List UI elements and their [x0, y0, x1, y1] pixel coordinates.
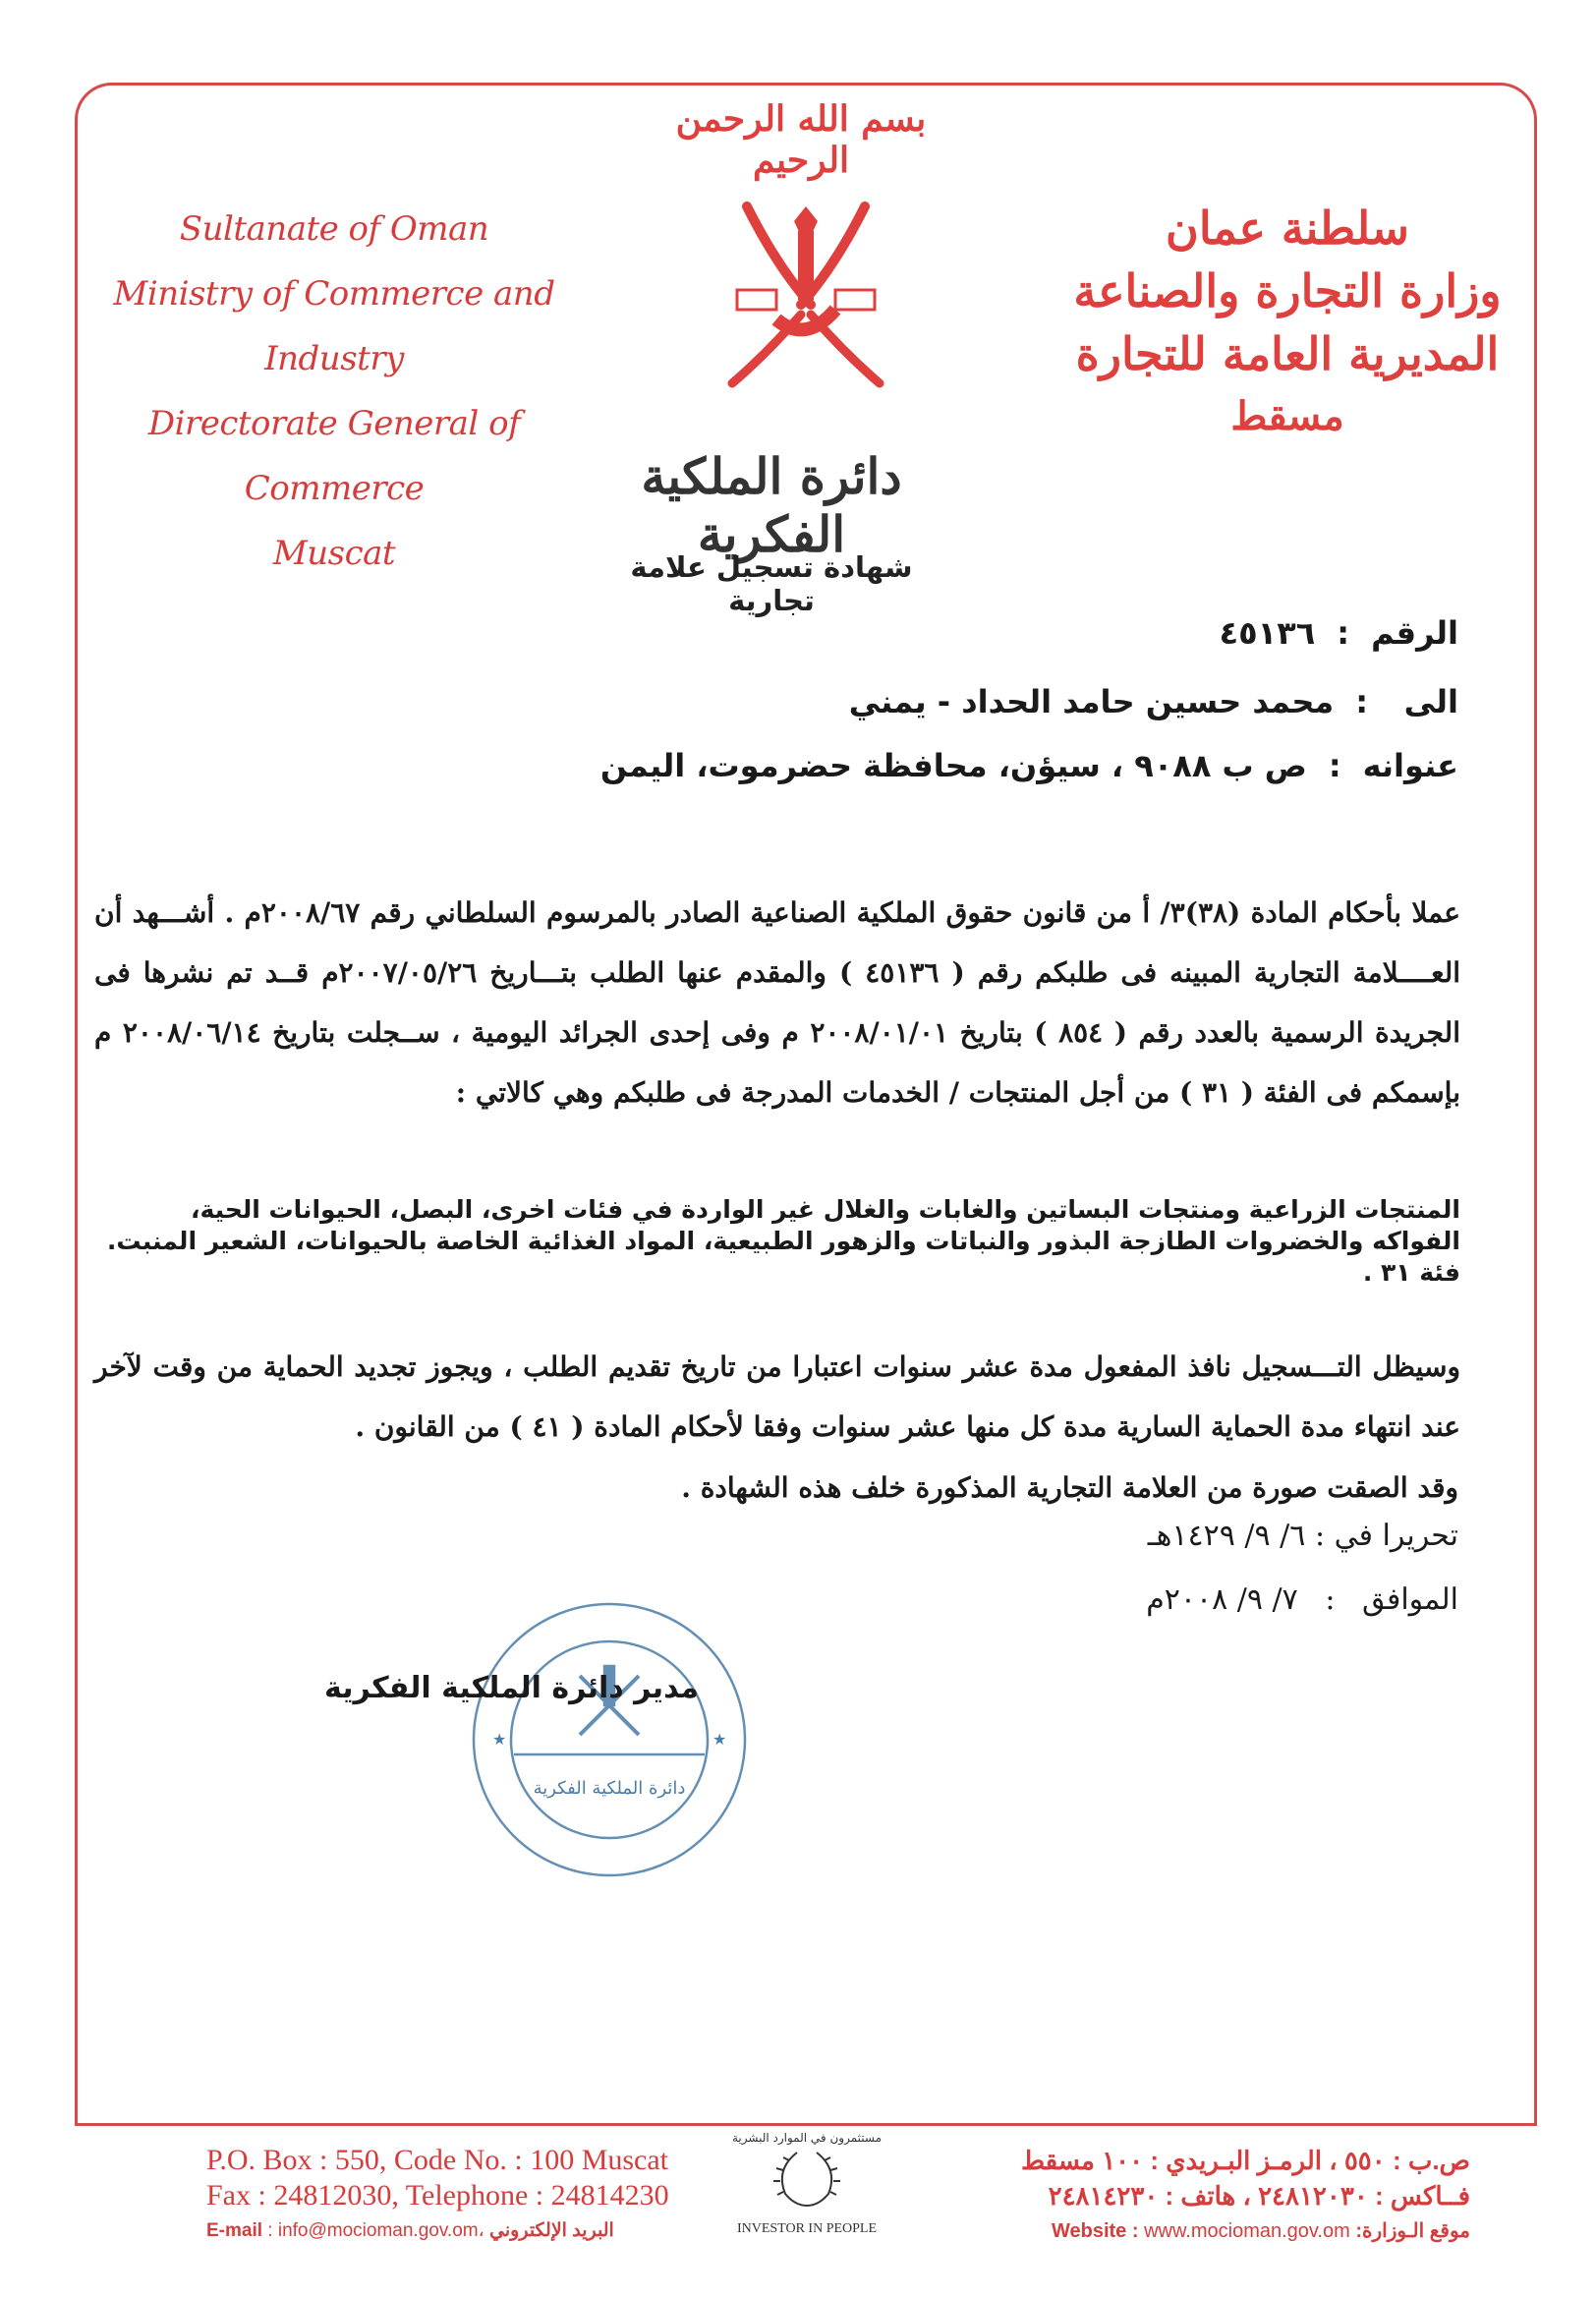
address-value: ص ب ٩٠٨٨ ، سيؤن، محافظة حضرموت، اليمن: [599, 747, 1307, 784]
footer-email: E-mail : info@mocioman.gov.om، البريد الإلكتروني: [206, 2220, 614, 2241]
website-label: Website: [1051, 2220, 1127, 2242]
website-label-ar: موقع الـوزارة: [1362, 2220, 1470, 2242]
footer-website: موقع الـوزارة: www.mocioman.gov.om : Website: [1051, 2220, 1470, 2242]
letterhead-line: مسقط: [1230, 393, 1344, 439]
address-row: [600, 747, 1458, 784]
oman-khanjar-emblem-icon: [708, 197, 904, 393]
separator: :: [1328, 747, 1341, 784]
stamp-star: ★: [712, 1730, 727, 1749]
gregorian-date-label: الموافق: [1361, 1582, 1458, 1617]
english-letterhead: [108, 197, 560, 586]
website-link[interactable]: www.mocioman.gov.om: [1144, 2220, 1350, 2242]
address-label: عنوانه: [1362, 747, 1458, 784]
hijri-date-value: ٦/ ٩/ ١٤٢٩هـ: [1147, 1519, 1306, 1553]
footer-english: [206, 2143, 669, 2249]
attachment-note: وقد الصقت صورة من العلامة التجارية المذكورة خلف هذه الشهادة .: [681, 1471, 1458, 1504]
validity-paragraph: وسيظل التـــسجيل نافذ المفعول مدة عشر سنوات اعتبارا من تاريخ تقديم الطلب ، ويجوز تجديد الحماية من وقت لآخر عند انتهاء مدة الحماية السارية مدة كل منها عشر سنوات وفقا لأحكام المادة ( ٤١ ) من القانون .: [94, 1350, 1460, 1443]
recipient-row: [849, 683, 1458, 720]
letterhead-line: Directorate General of Commerce: [147, 404, 521, 508]
footer-fax-phone: Fax : 24812030, Telephone : 24814230: [206, 2179, 669, 2212]
stamp-star: ★: [492, 1730, 507, 1749]
footer-po-box: P.O. Box : 550, Code No. : 100 Muscat: [206, 2144, 669, 2176]
letterhead-line: سلطنة عمان: [1166, 201, 1409, 255]
certificate-title: شهادة تسجيل علامة تجارية: [630, 550, 913, 617]
footer-fax-phone-ar: فــاكس : ٢٤٨١٢٠٣٠ ، هاتف : ٢٤٨١٤٢٣٠: [1048, 2181, 1470, 2211]
iip-arabic-label: مستثمرون في الموارد البشرية: [731, 2131, 883, 2145]
letterhead-line: Sultanate of Oman: [179, 209, 489, 249]
gregorian-date-row: [1146, 1582, 1458, 1617]
investor-in-people-badge: [713, 2131, 900, 2237]
iip-english-label: INVESTOR IN PEOPLE: [736, 2221, 878, 2236]
letterhead-line: وزارة التجارة والصناعة: [1073, 264, 1502, 317]
hijri-date-row: [1148, 1519, 1458, 1553]
footer-divider: [75, 2123, 1534, 2126]
number-row: [1220, 614, 1458, 652]
email-label: E-mail: [206, 2220, 263, 2241]
separator: :: [1355, 683, 1368, 720]
email-label-ar: البريد الإلكتروني: [489, 2220, 614, 2241]
recipient-value: محمد حسين حامد الحداد - يمني: [848, 683, 1335, 720]
separator: :: [1337, 614, 1350, 652]
footer-arabic: [1021, 2143, 1470, 2249]
separator: :: [1325, 1582, 1336, 1617]
letterhead-line: Muscat: [272, 534, 396, 573]
official-seal-icon: [467, 1597, 752, 1882]
hijri-date-label: تحريرا في: [1334, 1519, 1458, 1553]
stamp-inner-text: دائرة الملكية الفكرية: [533, 1778, 686, 1799]
registration-paragraph: عملا بأحكام المادة (٣٨)٣/ أ من قانون حقوق الملكية الصناعية الصادر بالمرسوم السلطاني رقم ٢٠٠٨/٦٧م . أشـــهد أن العــــلامة التجارية المبينه فى طلبكم رقم ( ٤٥١٣٦ ) والمقدم عنها الطلب بتـــاريخ ٢٠٠٧/٠٥/٢٦م قــد تم نشرها فى الجريدة الرسمية بالعدد رقم ( ٨٥٤ ) بتاريخ ٢٠٠٨/٠١/٠١ م وفى إحدى الجرائد اليومية ، ســجلت بتاريخ ٢٠٠٨/٠٦/١٤ م بإسمكم فى الفئة ( ٣١ ) من أجل المنتجات / الخدمات المدرجة فى طلبكم وهي كالاتي :: [94, 896, 1461, 1109]
letterhead-line: المديرية العامة للتجارة: [1075, 327, 1500, 380]
recipient-label: الى: [1403, 683, 1458, 720]
gregorian-date-value: ٧/ ٩/ ٢٠٠٨م: [1146, 1582, 1298, 1617]
letterhead-line: Ministry of Commerce and Industry: [113, 274, 555, 378]
signatory-title: مدير دائرة الملكية الفكرية: [324, 1671, 699, 1705]
footer-po-box-ar: ص.ب : ٥٥٠ ، الرمـز البـريدي : ١٠٠ مسقط: [1021, 2146, 1470, 2175]
arabic-letterhead: [1042, 197, 1533, 448]
department-title: دائرة الملكية الفكرية: [641, 447, 902, 563]
email-link[interactable]: : info@mocioman.gov.om: [262, 2220, 479, 2241]
goods-list: المنتجات الزراعية ومنتجات البساتين والغابات والغلال غير الواردة في فئات اخرى، البصل، الحيوانات الحية، الفواكه والخضروات الطازجة البذور والنباتات والزهور الطبيعية، المواد الغذائية الخاصة بالحيوانات، الشعير المنبت. فئة ٣١ .: [106, 1195, 1460, 1287]
number-value: ٤٥١٣٦: [1219, 614, 1316, 652]
number-label: الرقم: [1371, 614, 1458, 652]
separator: :: [1314, 1519, 1326, 1553]
laurel-wreath-icon: [768, 2145, 846, 2213]
basmala: بسم الله الرحمن الرحيم: [675, 98, 927, 181]
